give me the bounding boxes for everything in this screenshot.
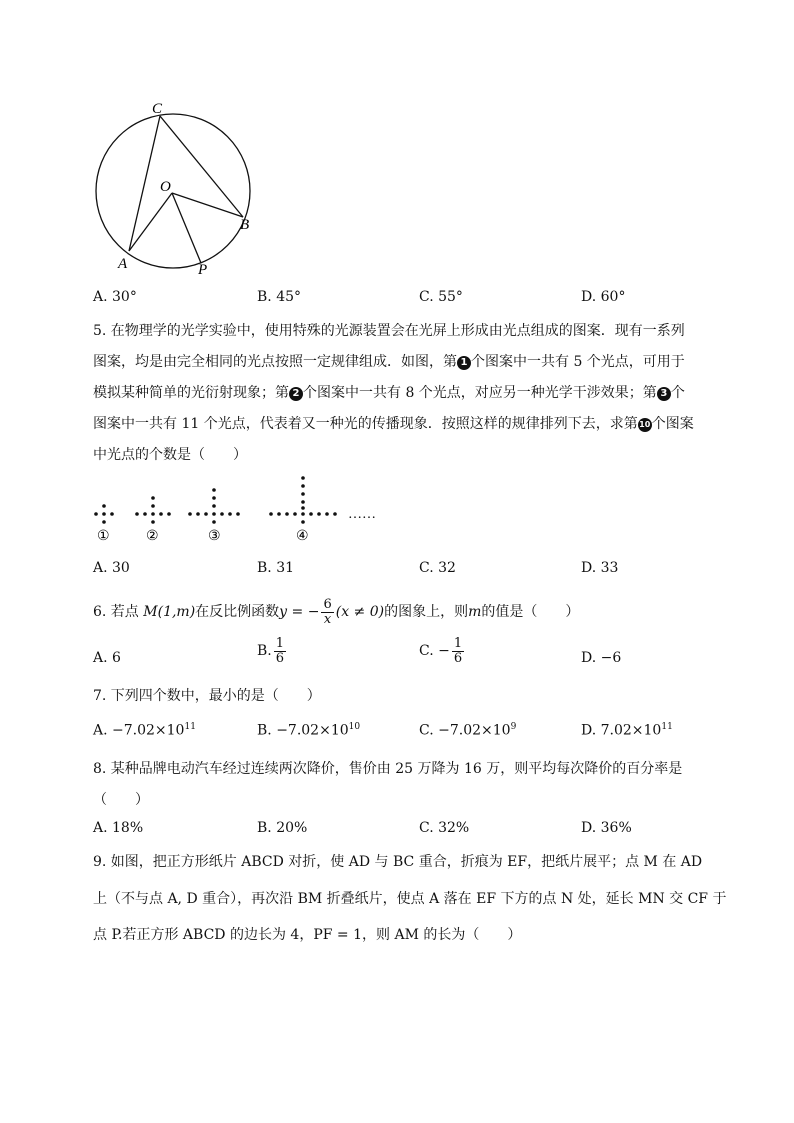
pattern-4 [269, 476, 337, 524]
q7-option-b-exponent: 10 [348, 722, 361, 732]
q5-option-d[interactable]: D. 33 [581, 560, 619, 576]
q6-variable: m [468, 604, 482, 621]
circled-number-3: 3 [657, 387, 671, 401]
q7-option-b[interactable] [257, 722, 360, 739]
q4-option-b[interactable]: B. 45° [257, 289, 302, 305]
circled-number-10: 10 [638, 418, 652, 432]
q4-option-c[interactable]: C. 55° [419, 289, 463, 305]
segment-cb [160, 116, 243, 217]
q7-stem: 7. 下列四个数中，最小的是（ ） [93, 688, 321, 704]
q8-line-1: 8. 某种品牌电动汽车经过连续两次降价，售价由 25 万降为 16 万，则平均每次降价的百分率是 [93, 761, 683, 777]
pattern-label-1: ① [97, 529, 110, 544]
q6-option-b-fraction [274, 637, 286, 665]
q6-point: M(1,m) [143, 604, 196, 621]
q8-option-c[interactable]: C. 32% [419, 820, 470, 836]
q6-option-b[interactable] [257, 637, 288, 665]
q5-line-3 [93, 382, 685, 402]
q5-option-b[interactable]: B. 31 [257, 560, 295, 576]
label-p: P [198, 262, 208, 278]
circled-number-2: 2 [289, 387, 303, 401]
ellipsis: …… [348, 507, 376, 522]
pattern-1 [94, 504, 114, 524]
q6-option-b-denominator: 6 [275, 650, 285, 666]
q6-suffix-b: 的值是（ ） [481, 604, 580, 621]
q6-fraction-numerator: 6 [323, 597, 332, 612]
q6-stem [93, 598, 579, 626]
q5-option-a[interactable]: A. 30 [93, 560, 130, 576]
label-b: B [240, 217, 250, 233]
q6-option-c-label: C. − [419, 643, 450, 660]
q5-line-1: 5. 在物理学的光学实验中，使用特殊的光源装置会在光屏上形成由光点组成的图案．现有一系列 [93, 323, 685, 339]
q5-line-3-text: 模拟某种简单的光衍射现象；第 [93, 385, 289, 401]
segment-op [172, 193, 201, 263]
q7-option-c-exponent: 9 [510, 722, 517, 732]
circle-figure [88, 96, 268, 281]
label-c: C [152, 101, 163, 117]
pattern-3 [188, 488, 240, 524]
q7-option-a[interactable] [93, 722, 196, 739]
q6-option-c-denominator: 6 [453, 650, 463, 666]
q7-option-d-exponent: 11 [661, 722, 673, 732]
q8-option-d[interactable]: D. 36% [581, 820, 632, 836]
q7-option-d[interactable] [581, 722, 673, 739]
q5-line-2 [93, 351, 685, 371]
q6-function-lhs: y = − [279, 604, 320, 621]
q5-option-c[interactable]: C. 32 [419, 560, 456, 576]
label-o: O [160, 179, 171, 195]
q7-option-c-base: C. −7.02×10 [419, 722, 511, 739]
q6-condition: (x ≠ 0) [335, 604, 385, 621]
q6-option-c[interactable] [419, 637, 466, 665]
q9-line-1: 9. 如图，把正方形纸片 ABCD 对折，使 AD 与 BC 重合，折痕为 EF，把纸片展平；点 M 在 AD [93, 854, 703, 870]
dot-patterns-figure [88, 472, 388, 547]
q5-line-4 [93, 413, 694, 433]
pattern-label-4: ④ [296, 529, 309, 544]
q5-line-5: 中光点的个数是（ ） [93, 447, 247, 463]
q5-line-3-text-b: 个图案中一共有 8 个光点，对应另一种光学干涉效果；第 [303, 385, 657, 401]
q6-option-b-numerator: 1 [275, 636, 285, 651]
label-a: A [118, 256, 128, 272]
q8-option-a[interactable]: A. 18% [93, 820, 144, 836]
q6-mid-text: 在反比例函数 [195, 604, 280, 621]
q5-line-2-text-b: 个图案中一共有 5 个光点，可用于 [471, 354, 685, 370]
q8-option-b[interactable]: B. 20% [257, 820, 308, 836]
q7-option-b-base: B. −7.02×10 [257, 722, 349, 739]
q7-option-d-base: D. 7.02×10 [581, 722, 662, 739]
q6-option-c-numerator: 1 [453, 636, 463, 651]
q6-option-b-label: B. [257, 643, 272, 660]
q6-option-c-fraction [452, 637, 464, 665]
q9-line-3: 点 P.若正方形 ABCD 的边长为 4，PF = 1，则 AM 的长为（ ） [93, 927, 522, 943]
q4-option-d[interactable]: D. 60° [581, 289, 626, 305]
q4-option-a[interactable]: A. 30° [93, 289, 137, 305]
q6-fraction-denominator: x [323, 611, 332, 627]
q6-suffix-a: 的图象上，则 [384, 604, 469, 621]
q5-line-4-text: 图案中一共有 11 个光点，代表着又一种光的传播现象．按照这样的规律排列下去，求第 [93, 416, 638, 432]
q7-option-a-base: A. −7.02×10 [93, 722, 185, 739]
q8-line-2: （ ） [93, 792, 149, 808]
q5-line-3-text-c: 个 [670, 385, 685, 401]
q9-line-2: 上（不与点 A, D 重合），再次沿 BM 折叠纸片，使点 A 落在 EF 下方的点 N 处，延长 MN 交 CF 于 [93, 891, 727, 907]
circled-number-1: 1 [457, 356, 471, 370]
circle-outline [96, 114, 250, 268]
q7-option-a-exponent: 11 [184, 722, 196, 732]
q5-line-4-text-b: 个图案 [651, 416, 694, 432]
q7-option-c[interactable] [419, 722, 516, 739]
q5-line-2-text: 图案，均是由完全相同的光点按照一定规律组成．如图，第 [93, 354, 457, 370]
q6-prefix: 6. 若点 [93, 604, 139, 621]
q6-option-d[interactable]: D. −6 [581, 650, 622, 666]
q6-option-a[interactable]: A. 6 [93, 650, 121, 666]
q6-fraction [321, 598, 333, 626]
pattern-label-3: ③ [208, 529, 221, 544]
pattern-label-2: ② [146, 529, 159, 544]
pattern-2 [135, 496, 171, 524]
